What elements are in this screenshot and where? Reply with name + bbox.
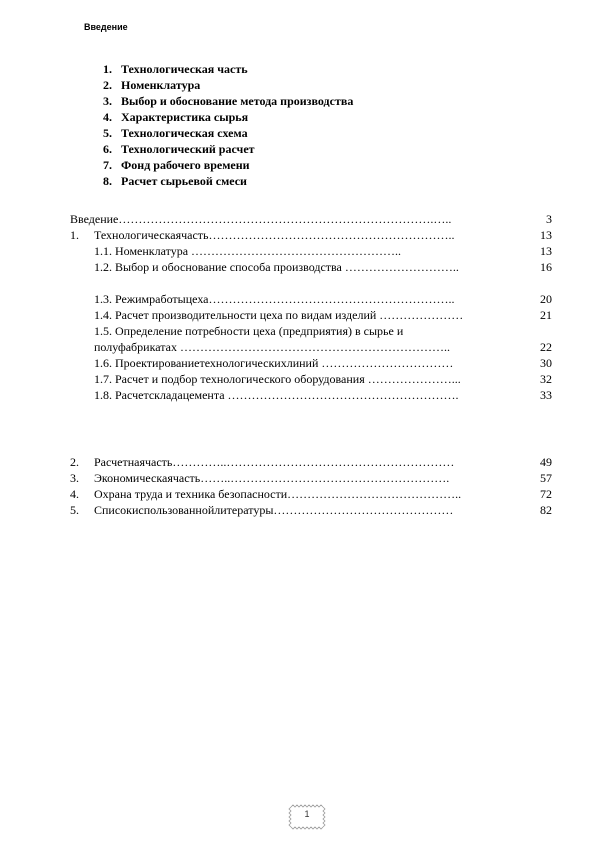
toc-entry-1-3[interactable] (0, 291, 596, 307)
toc-entry-section-4[interactable] (0, 486, 596, 502)
outline-item-number: 6. (103, 142, 112, 156)
table-of-contents (0, 211, 596, 518)
outline-item-text: Технологический расчет (121, 142, 255, 156)
toc-entry-introduction[interactable] (0, 211, 596, 227)
toc-entry-text: Экономическаячасть……..………………………………………………. (94, 471, 450, 485)
spacer (0, 403, 596, 454)
toc-entry-text: Охрана труда и техника безопасности…………………………………….. (94, 487, 462, 501)
toc-entry-text: 1.8. Расчетскладацемента …………………………………………………. (94, 388, 459, 402)
toc-entry-text: 1.3. Режимработыцеха…………………………………………………….. (94, 292, 455, 306)
toc-entry-text: полуфабрикатах ………………………………………………………….. (94, 340, 450, 354)
toc-page-number: 49 (540, 455, 552, 469)
outline-item (103, 141, 353, 157)
toc-entry-1-6[interactable] (0, 355, 596, 371)
toc-entry-section-1[interactable] (0, 227, 596, 243)
toc-entry-1-7[interactable] (0, 371, 596, 387)
toc-page-number: 32 (540, 372, 552, 386)
outline-item-number: 7. (103, 158, 112, 172)
toc-entry-text: Технологическаячасть…………………………………………………….. (94, 228, 455, 242)
toc-entry-text: 1.5. Определение потребности цеха (предприятия) в сырье и (94, 324, 404, 338)
toc-entry-1-4[interactable] (0, 307, 596, 323)
toc-entry-section-3[interactable] (0, 470, 596, 486)
toc-entry-number: 4. (70, 487, 79, 501)
toc-entry-text: 1.6. Проектированиетехнологическихлиний …………………………… (94, 356, 454, 370)
outline-item-number: 1. (103, 62, 112, 76)
toc-page-number: 57 (540, 471, 552, 485)
outline-item (103, 173, 353, 189)
toc-page-number: 3 (546, 212, 552, 226)
outline-item-number: 5. (103, 126, 112, 140)
toc-entry-1-8[interactable] (0, 387, 596, 403)
outline-item-text: Технологическая схема (121, 126, 248, 140)
toc-page-number: 13 (540, 228, 552, 242)
outline-item (103, 125, 353, 141)
toc-page-number: 13 (540, 244, 552, 258)
outline-item-number: 3. (103, 94, 112, 108)
page-header: Введение (84, 22, 128, 32)
toc-entry-text: Расчетнаячасть…………..………………………………………………… (94, 455, 455, 469)
toc-entry-number: 3. (70, 471, 79, 485)
outline-item (103, 77, 353, 93)
outline-item (103, 61, 353, 77)
spacer (0, 275, 596, 291)
outline-item-number: 8. (103, 174, 112, 188)
toc-entry-1-5[interactable] (0, 323, 596, 339)
toc-page-number: 22 (540, 340, 552, 354)
outline-item (103, 93, 353, 109)
toc-page-number: 33 (540, 388, 552, 402)
outline-item-text: Выбор и обоснование метода производства (121, 94, 354, 108)
toc-entry-section-2[interactable] (0, 454, 596, 470)
toc-entry-text: Списокиспользованнойлитературы……………………………………… (94, 503, 454, 517)
toc-page-number: 30 (540, 356, 552, 370)
toc-page-number: 72 (540, 487, 552, 501)
toc-entry-section-5[interactable] (0, 502, 596, 518)
outline-item-text: Характеристика сырья (121, 110, 249, 124)
toc-entry-number: 1. (70, 228, 79, 242)
outline-item-text: Расчет сырьевой смеси (121, 174, 247, 188)
toc-entry-1-1[interactable] (0, 243, 596, 259)
toc-entry-1-2[interactable] (0, 259, 596, 275)
outline-item (103, 157, 353, 173)
toc-page-number: 82 (540, 503, 552, 517)
outline-item-text: Фонд рабочего времени (121, 158, 250, 172)
toc-entry-text: 1.1. Номенклатура …………………………………………….. (94, 244, 402, 258)
outline-item-text: Номенклатура (121, 78, 201, 92)
toc-page-number: 16 (540, 260, 552, 274)
outline-item (103, 109, 353, 125)
outline-list (103, 61, 353, 189)
page-number: 1 (304, 809, 310, 819)
toc-entry-text: 1.7. Расчет и подбор технологического оборудования …………………... (94, 372, 461, 386)
toc-page-number: 21 (540, 308, 552, 322)
outline-item-number: 2. (103, 78, 112, 92)
toc-entry-text: 1.2. Выбор и обоснование способа производства ……………………….. (94, 260, 459, 274)
toc-entry-number: 5. (70, 503, 79, 517)
outline-item-number: 4. (103, 110, 112, 124)
toc-entry-1-5-continued[interactable] (0, 339, 596, 355)
toc-page-number: 20 (540, 292, 552, 306)
outline-item-text: Технологическая часть (121, 62, 248, 76)
toc-entry-text: Введение…………………………………………………………………….….. (70, 212, 452, 226)
toc-entry-text: 1.4. Расчет производительности цеха по видам изделий ………………… (94, 308, 464, 322)
toc-entry-number: 2. (70, 455, 79, 469)
page-number-badge (287, 803, 327, 831)
